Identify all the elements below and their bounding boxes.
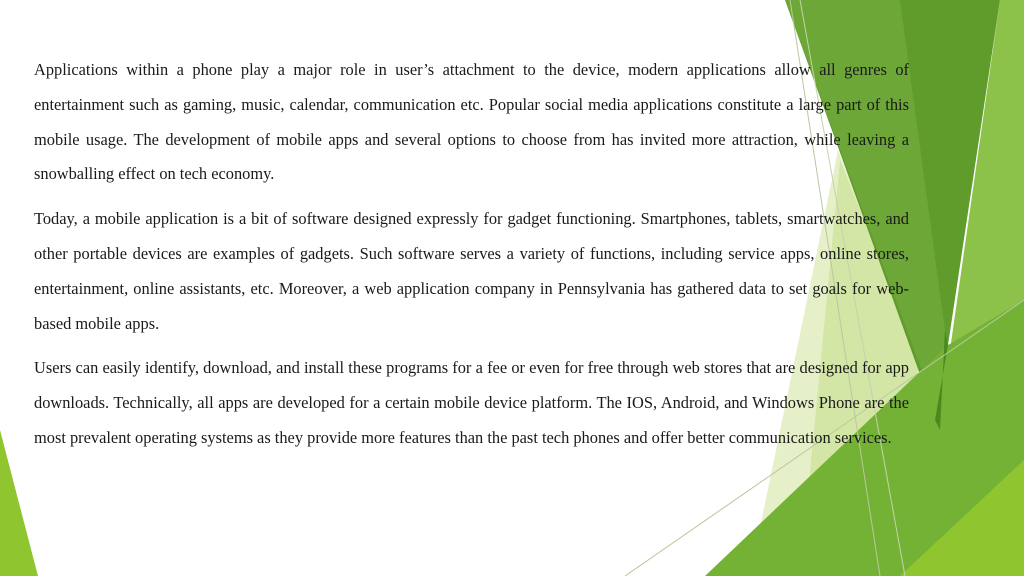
paragraph-1: Applications within a phone play a major role in user’s attachment to the device, modern applications allow all genres of entertainment such as gaming, music, calendar, communication etc. Popular social media applications constitute a large part of this mobile usage. The development of mobile apps and several options to choose from has invited more attraction, while leaving a snowballing effect on tech economy. bbox=[34, 60, 909, 184]
paragraph-2: Today, a mobile application is a bit of software designed expressly for gadget functioning. Smartphones, tablets, smartwatches, and other portable devices are examples of gadgets. Such software serves a variety of functions, including service apps, online stores, entertainment, online assistants, etc. Moreover, a web application company in Pennsylvania has gathered data to set goals for web-based mobile apps. bbox=[34, 209, 909, 333]
body-text bbox=[34, 53, 909, 466]
left-green-sliver bbox=[0, 430, 38, 576]
paragraph-3: Users can easily identify, download, and install these programs for a fee or even for free through web stores that are designed for app downloads. Technically, all apps are developed for a certain mobile device platform. The IOS, Android, and Windows Phone are the most prevalent operating systems as they provide more features than the past tech phones and offer better communication services. bbox=[34, 358, 909, 447]
